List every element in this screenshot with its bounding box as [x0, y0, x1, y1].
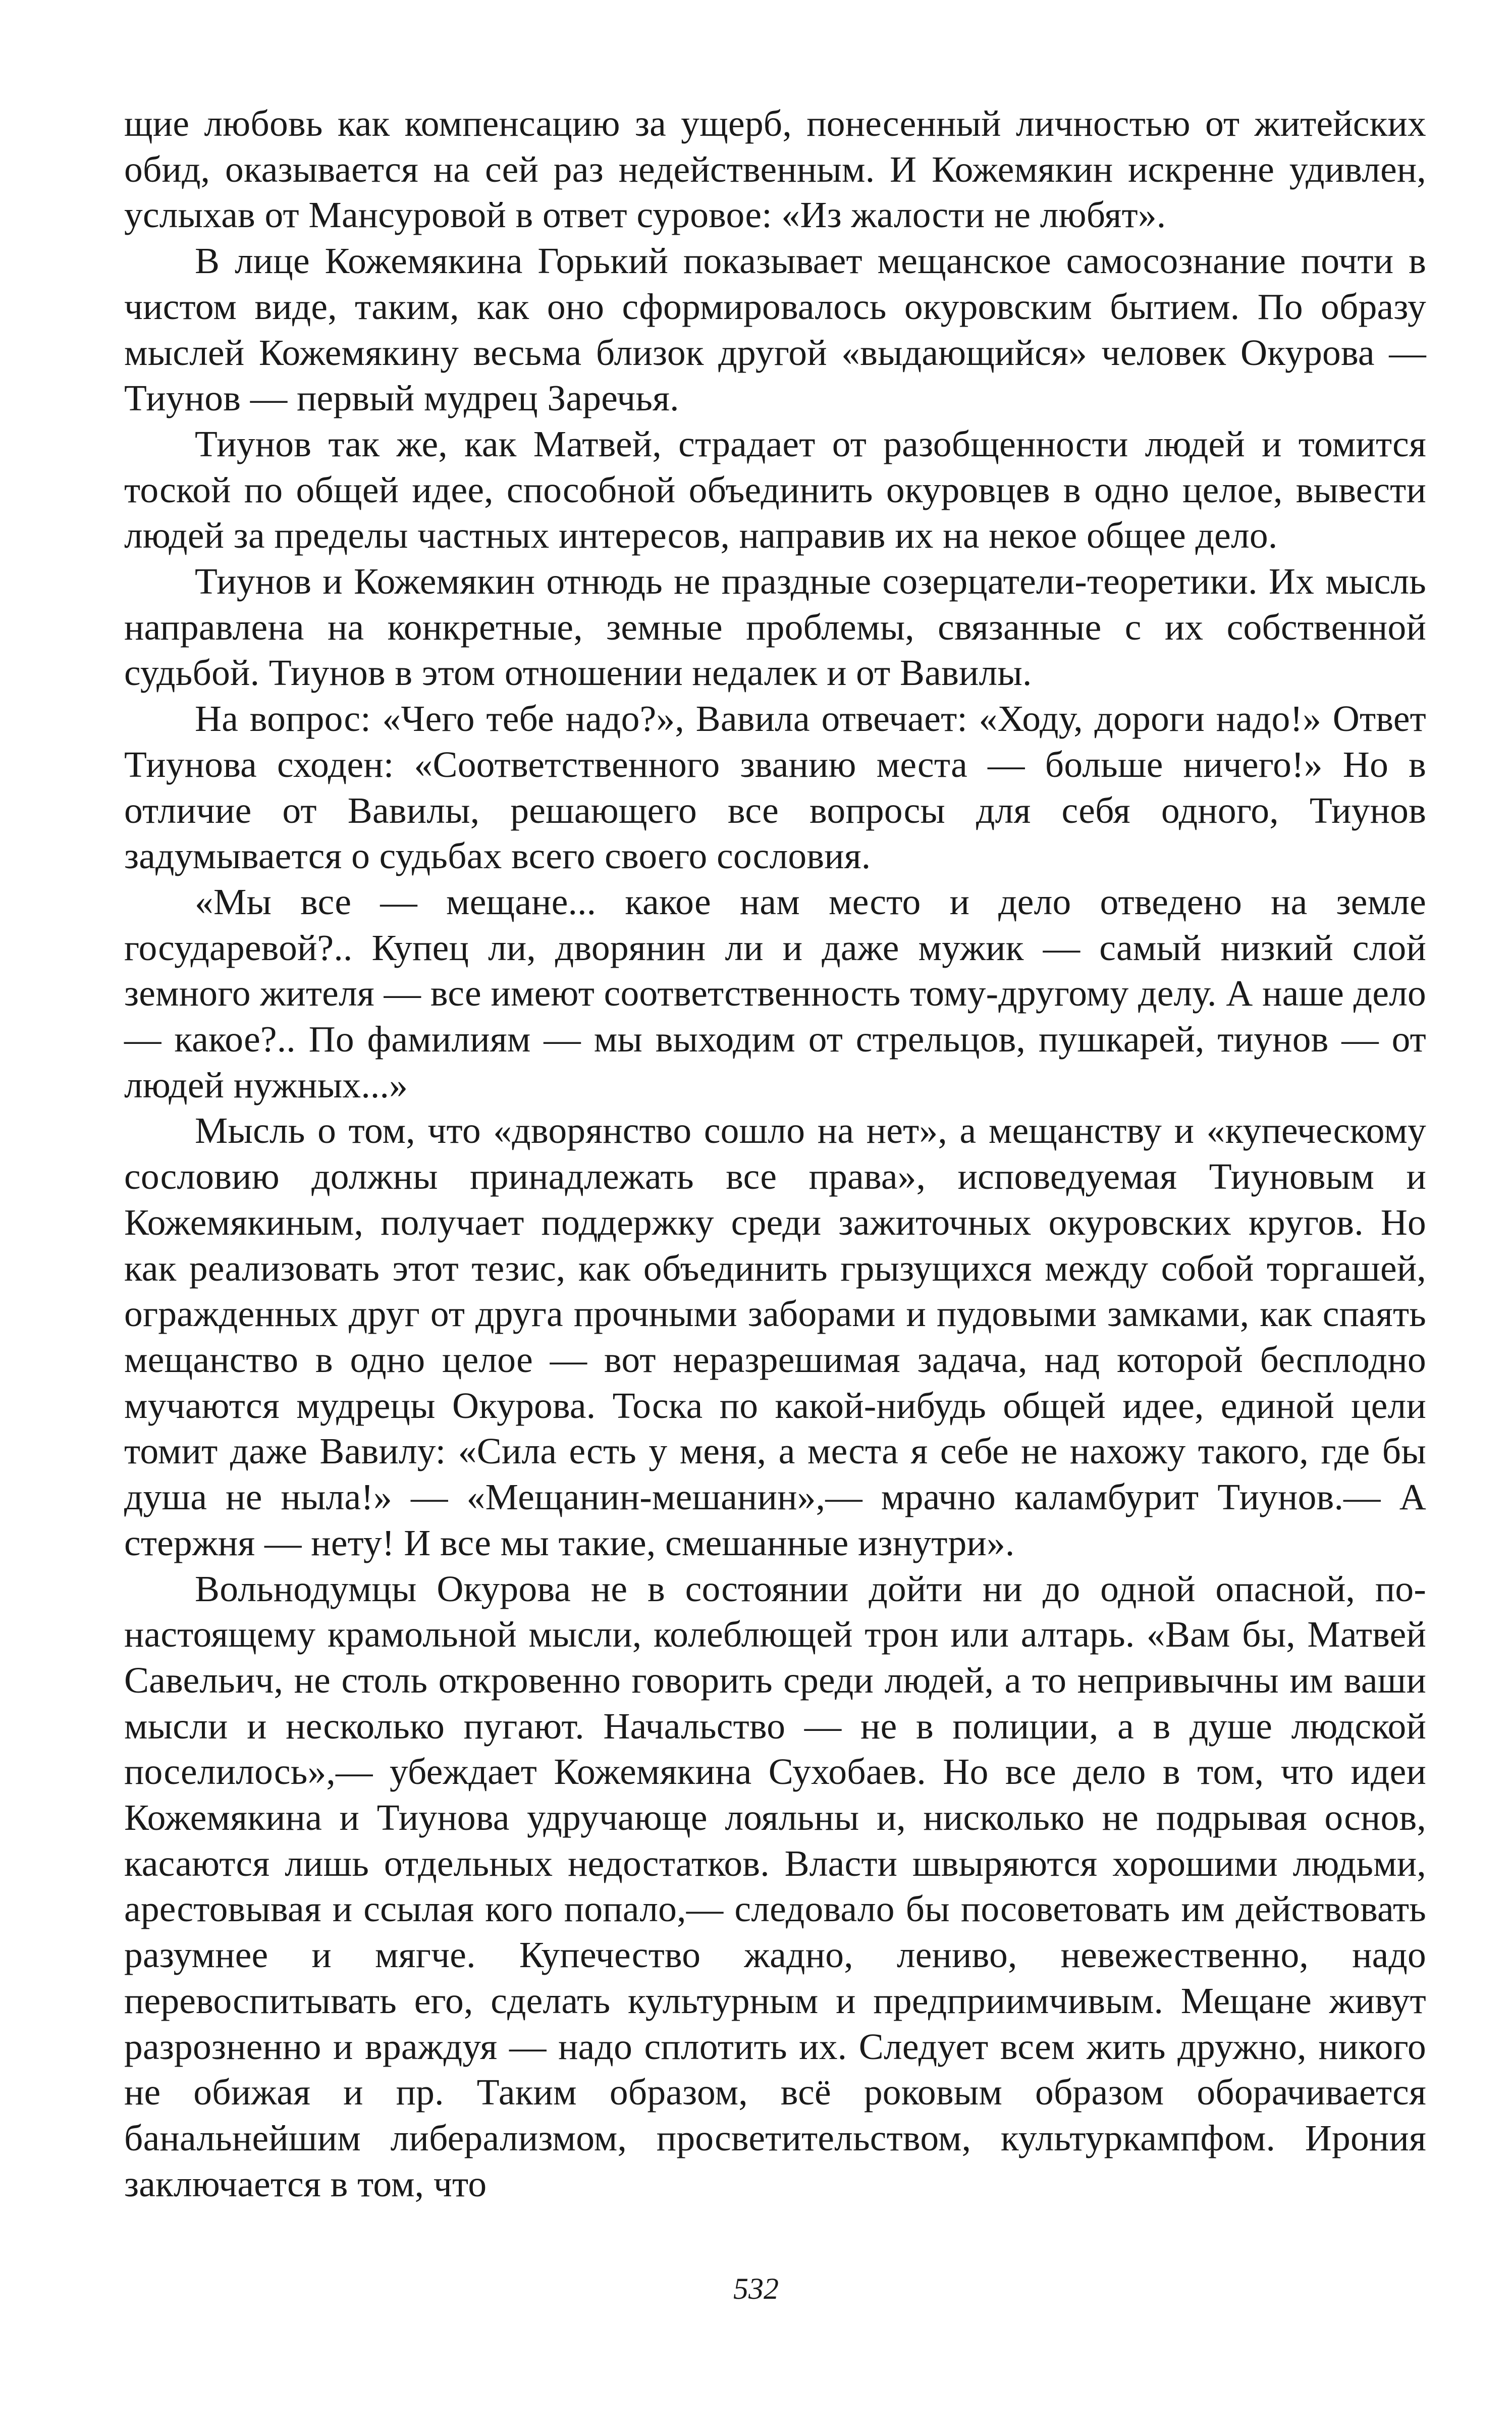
paragraph-6: «Мы все — мещане... какое нам место и дело отведено на земле государевой?.. Купец ли, дворянин ли и даже мужик — самый низкий слой земного жителя — все имеют соответственность тому-другому делу. А наше дело — какое?.. По фамилиям — мы выходим от стрельцов, пушкарей, тиунов — от людей нужных...» — [124, 881, 1426, 1105]
paragraph-2: В лице Кожемякина Горький показывает мещанское самосознание почти в чистом виде, таким, как оно сформировалось окуровским бытием. По образу мыслей Кожемякину весьма близок другой «выдающийся» человек Окурова — Тиунов — первый мудрец Заречья. — [124, 240, 1426, 419]
paragraph-8: Вольнодумцы Окурова не в состоянии дойти ни до одной опасной, по-настоящему крамольной мысли, колеблющей трон или алтарь. «Вам бы, Матвей Савельич, не столь откровенно говорить среди людей, а то непривычны им ваши мысли и несколько пугают. Начальство — не в полиции, а в душе людской поселилось»,— убеждает Кожемякина Сухобаев. Но все дело в том, что идеи Кожемякина и Тиунова удручающе лояльны и, нисколько не подрывая основ, касаются лишь отдельных недостатков. Власти швыряются хорошими людьми, арестовывая и ссылая кого попало,— следовало бы посоветовать им действовать разумнее и мягче. Купечество жадно, лениво, невежественно, надо перевоспитывать его, сделать культурным и предприимчивым. Мещане живут разрозненно и враждуя — надо сплотить их. Следует всем жить дружно, никого не обижая и пр. Таким образом, всё роковым образом оборачивается банальнейшим либерализмом, просветительством, культуркампфом. Ирония заключается в том, что — [124, 1568, 1426, 2204]
page-body — [124, 101, 1426, 2207]
paragraph-7: Мысль о том, что «дворянство сошло на нет», а мещанству и «купеческому сословию должны принадлежать все права», исповедуемая Тиуновым и Кожемякиным, получает поддержку среди зажиточных окуровских кругов. Но как реализовать этот тезис, как объединить грызущихся между собой торгашей, огражденных друг от друга прочными заборами и пудовыми замками, как спаять мещанство в одно целое — вот неразрешимая задача, над которой бесплодно мучаются мудрецы Окурова. Тоска по какой-нибудь общей идее, единой цели томит даже Вавилу: «Сила есть у меня, а места я себе не нахожу такого, где бы душа не ныла!» — «Мещанин-мешанин»,— мрачно каламбурит Тиунов.— А стержня — нету! И все мы такие, смешанные изнутри». — [124, 1110, 1426, 1563]
paragraph-4: Тиунов и Кожемякин отнюдь не праздные созерцатели-теоретики. Их мысль направлена на конкретные, земные проблемы, связанные с их собственной судьбой. Тиунов в этом отношении недалек и от Вавилы. — [124, 561, 1426, 694]
paragraph-5: На вопрос: «Чего тебе надо?», Вавила отвечает: «Ходу, дороги надо!» Ответ Тиунова сходен: «Соответственного званию места — больше ничего!» Но в отличие от Вавилы, решающего все вопросы для себя одного, Тиунов задумывается о судьбах всего своего сословия. — [124, 698, 1426, 877]
paragraph-3: Тиунов так же, как Матвей, страдает от разобщенности людей и томится тоской по общей идее, способной объединить окуровцев в одно целое, вывести людей за пределы частных интересов, направив их на некое общее дело. — [124, 423, 1426, 556]
paragraph-1: щие любовь как компенсацию за ущерб, понесенный личностью от житейских обид, оказывается на сей раз недейственным. И Кожемякин искренне удивлен, услыхав от Мансуровой в ответ суровое: «Из жалости не любят». — [124, 103, 1426, 236]
page-number: 532 — [733, 2272, 779, 2305]
